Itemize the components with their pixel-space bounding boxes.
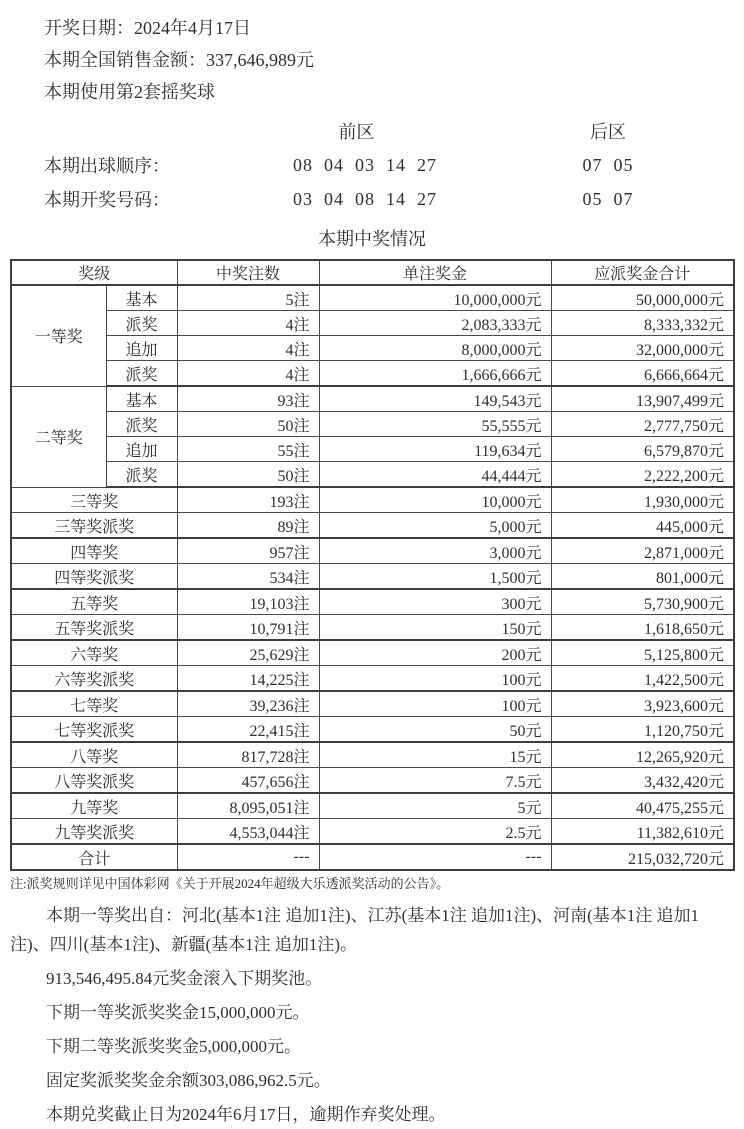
ball-set-line: 本期使用第2套摇奖球	[44, 82, 215, 102]
prize-table-row	[11, 462, 734, 488]
winning-numbers-block	[0, 114, 744, 216]
front-zone-label: 前区	[338, 122, 375, 142]
single-prize-cell: 3,000元	[319, 538, 551, 564]
tier-name-cell: 九等奖	[11, 793, 177, 819]
total-label-cell: 合计	[11, 844, 177, 870]
total-prize-cell: 6,666,664元	[551, 361, 734, 387]
count-cell: 4,553,044注	[177, 819, 319, 845]
prize-table-row	[11, 666, 734, 692]
total-prize-cell: 40,475,255元	[551, 793, 734, 819]
sales-amount-line: 本期全国销售金额：337,646,989元	[44, 50, 314, 70]
single-prize-cell: 2,083,333元	[319, 311, 551, 336]
spacer	[420, 148, 577, 182]
prize-table-row	[11, 538, 734, 564]
tier-name-cell: 一等奖	[11, 285, 106, 386]
subtype-cell: 追加	[106, 437, 177, 462]
notes-block	[10, 901, 728, 1129]
draw-info-block	[0, 0, 744, 108]
column-header-single-prize: 单注奖金	[319, 260, 551, 285]
single-prize-cell: 15元	[319, 742, 551, 768]
count-cell: 457,656注	[177, 768, 319, 794]
note-paragraph: 下期二等奖派奖奖金5,000,000元。	[46, 1037, 301, 1056]
tier-name-cell: 九等奖派奖	[11, 819, 177, 845]
count-cell: 193注	[177, 487, 319, 513]
prize-table-row	[11, 311, 734, 336]
column-header-count: 中奖注数	[177, 260, 319, 285]
spacer	[420, 182, 577, 216]
count-cell: 10,791注	[177, 615, 319, 641]
tier-name-cell: 四等奖	[11, 538, 177, 564]
prize-table-row	[11, 487, 734, 513]
tier-name-cell: 三等奖派奖	[11, 513, 177, 539]
count-cell: 89注	[177, 513, 319, 539]
subtype-cell: 基本	[106, 285, 177, 311]
total-prize-cell: 3,432,420元	[551, 768, 734, 794]
prize-table-row	[11, 564, 734, 590]
spacer	[44, 114, 293, 148]
tier-name-cell: 三等奖	[11, 487, 177, 513]
subtype-cell: 派奖	[106, 412, 177, 437]
prize-table-row	[11, 386, 734, 412]
single-prize-cell: 100元	[319, 691, 551, 717]
count-cell: 4注	[177, 336, 319, 361]
total-prize-cell: 1,930,000元	[551, 487, 734, 513]
single-prize-cell: 10,000元	[319, 487, 551, 513]
tier-name-cell: 七等奖派奖	[11, 717, 177, 743]
count-cell: 55注	[177, 437, 319, 462]
note-paragraph: 固定奖派奖奖金余额303,086,962.5元。	[46, 1071, 331, 1090]
total-prize-cell: 801,000元	[551, 564, 734, 590]
winning-front-numbers: 03 04 08 14 27	[293, 188, 437, 209]
tier-name-cell: 六等奖派奖	[11, 666, 177, 692]
count-cell: 4注	[177, 361, 319, 387]
prize-table-row	[11, 615, 734, 641]
subtype-cell: 追加	[106, 336, 177, 361]
prize-table-header-row	[11, 260, 734, 285]
draw-order-front-numbers: 08 04 03 14 27	[293, 154, 437, 175]
single-prize-cell: 50元	[319, 717, 551, 743]
prize-table	[10, 259, 735, 871]
prize-table-row	[11, 336, 734, 361]
single-prize-cell: 10,000,000元	[319, 285, 551, 311]
single-prize-cell: 1,500元	[319, 564, 551, 590]
tier-name-cell: 二等奖	[11, 386, 106, 487]
count-cell: 4注	[177, 311, 319, 336]
prize-table-title: 本期中奖情况	[318, 229, 426, 249]
note-paragraph: 下期一等奖派奖奖金15,000,000元。	[46, 1003, 310, 1022]
tier-name-cell: 六等奖	[11, 640, 177, 666]
single-prize-cell: 1,666,666元	[319, 361, 551, 387]
single-prize-cell: 300元	[319, 589, 551, 615]
winning-back-numbers: 05 07	[582, 188, 634, 209]
count-cell: 93注	[177, 386, 319, 412]
single-prize-cell: 150元	[319, 615, 551, 641]
total-prize-cell: 1,120,750元	[551, 717, 734, 743]
total-prize-cell: 50,000,000元	[551, 285, 734, 311]
subtype-cell: 派奖	[106, 361, 177, 387]
note-paragraph: 本期兑奖截止日为2024年6月17日，逾期作弃奖处理。	[46, 1105, 446, 1124]
rule-note: 注:派奖规则详见中国体彩网《关于开展2024年超级大乐透派奖活动的公告》。	[10, 876, 450, 891]
tier-name-cell: 八等奖派奖	[11, 768, 177, 794]
single-prize-cell: 200元	[319, 640, 551, 666]
total-prize-cell: 5,125,800元	[551, 640, 734, 666]
subtype-cell: 基本	[106, 386, 177, 412]
draw-order-back-numbers: 07 05	[582, 154, 634, 175]
tier-name-cell: 八等奖	[11, 742, 177, 768]
note-paragraph: 本期一等奖出自：河北(基本1注 追加1注)、江苏(基本1注 追加1注)、河南(基本1注 追加1注)、四川(基本1注)、新疆(基本1注 追加1注)。	[10, 906, 700, 954]
count-cell: 50注	[177, 462, 319, 488]
draw-date-line: 开奖日期：2024年4月17日	[44, 18, 251, 38]
total-prize-cell: 13,907,499元	[551, 386, 734, 412]
total-count-dash-cell: ---	[177, 844, 319, 870]
total-prize-cell: 32,000,000元	[551, 336, 734, 361]
total-prize-cell: 2,777,750元	[551, 412, 734, 437]
count-cell: 957注	[177, 538, 319, 564]
prize-table-row	[11, 437, 734, 462]
total-prize-cell: 3,923,600元	[551, 691, 734, 717]
total-prize-cell: 2,871,000元	[551, 538, 734, 564]
single-prize-cell: 2.5元	[319, 819, 551, 845]
prize-table-row	[11, 819, 734, 845]
column-header-total-prize: 应派奖金合计	[551, 260, 734, 285]
prize-table-row	[11, 717, 734, 743]
total-prize-cell: 8,333,332元	[551, 311, 734, 336]
prize-table-row	[11, 691, 734, 717]
tier-name-cell: 七等奖	[11, 691, 177, 717]
count-cell: 39,236注	[177, 691, 319, 717]
subtype-cell: 派奖	[106, 462, 177, 488]
count-cell: 22,415注	[177, 717, 319, 743]
count-cell: 25,629注	[177, 640, 319, 666]
total-prize-cell: 1,422,500元	[551, 666, 734, 692]
single-prize-cell: 55,555元	[319, 412, 551, 437]
total-prize-cell: 12,265,920元	[551, 742, 734, 768]
prize-table-row	[11, 513, 734, 539]
single-prize-cell: 149,543元	[319, 386, 551, 412]
subtype-cell: 派奖	[106, 311, 177, 336]
total-prize-cell: 1,618,650元	[551, 615, 734, 641]
spacer	[420, 114, 577, 148]
single-prize-cell: 5元	[319, 793, 551, 819]
count-cell: 817,728注	[177, 742, 319, 768]
draw-order-label: 本期出球顺序：	[44, 156, 170, 176]
single-prize-cell: 7.5元	[319, 768, 551, 794]
count-cell: 5注	[177, 285, 319, 311]
total-prize-cell: 5,730,900元	[551, 589, 734, 615]
total-prize-cell: 2,222,200元	[551, 462, 734, 488]
total-prize-cell: 11,382,610元	[551, 819, 734, 845]
back-zone-label: 后区	[590, 122, 626, 142]
single-prize-cell: 44,444元	[319, 462, 551, 488]
tier-name-cell: 四等奖派奖	[11, 564, 177, 590]
single-prize-cell: 119,634元	[319, 437, 551, 462]
prize-table-row	[11, 412, 734, 437]
prize-table-row	[11, 589, 734, 615]
prize-table-row	[11, 361, 734, 387]
single-prize-cell: 100元	[319, 666, 551, 692]
single-prize-cell: 5,000元	[319, 513, 551, 539]
prize-table-row	[11, 285, 734, 311]
count-cell: 14,225注	[177, 666, 319, 692]
prize-table-row	[11, 640, 734, 666]
prize-table-row	[11, 768, 734, 794]
count-cell: 534注	[177, 564, 319, 590]
count-cell: 8,095,051注	[177, 793, 319, 819]
prize-table-row	[11, 844, 734, 870]
column-header-tier: 奖级	[11, 260, 177, 285]
winning-number-label: 本期开奖号码：	[44, 190, 170, 210]
tier-name-cell: 五等奖派奖	[11, 615, 177, 641]
total-prize-cell: 445,000元	[551, 513, 734, 539]
tier-name-cell: 五等奖	[11, 589, 177, 615]
prize-table-row	[11, 742, 734, 768]
single-prize-cell: 8,000,000元	[319, 336, 551, 361]
note-paragraph: 913,546,495.84元奖金滚入下期奖池。	[46, 969, 323, 988]
prize-table-row	[11, 793, 734, 819]
total-prize-dash-cell: ---	[319, 844, 551, 870]
count-cell: 50注	[177, 412, 319, 437]
count-cell: 19,103注	[177, 589, 319, 615]
total-prize-cell: 6,579,870元	[551, 437, 734, 462]
grand-total-cell: 215,032,720元	[551, 844, 734, 870]
